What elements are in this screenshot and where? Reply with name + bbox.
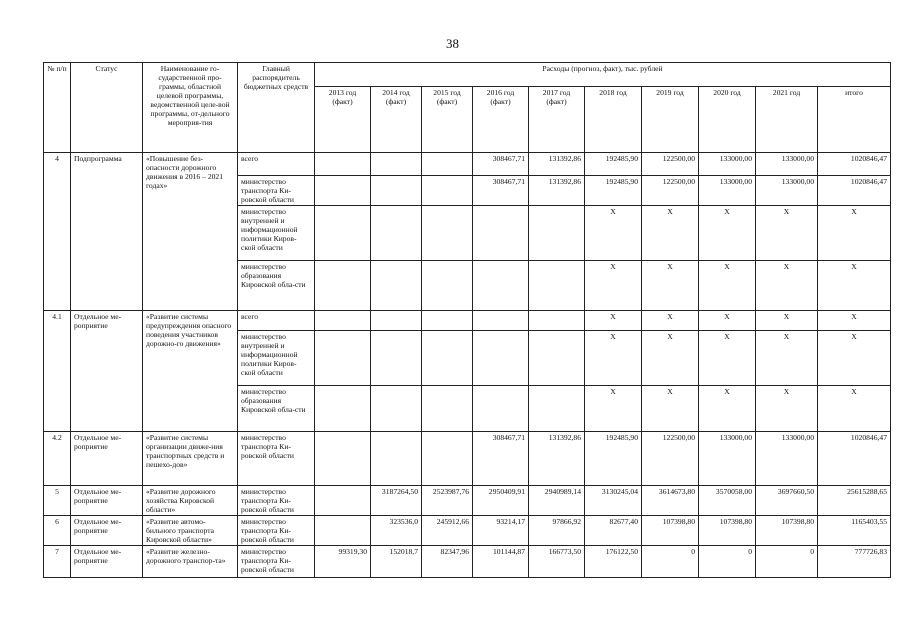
- row-value: 1020846,47: [818, 153, 891, 176]
- row-num: 4: [44, 153, 71, 311]
- row-name: «Развитие системы предупреждения опасного поведения участников дорожно-го движения»: [143, 311, 238, 432]
- row-value: X: [642, 261, 699, 311]
- row-status: Отдельное ме-роприятие: [71, 516, 143, 546]
- row-status: Отдельное ме-роприятие: [71, 311, 143, 432]
- row-value: X: [818, 206, 891, 261]
- page-number: 38: [446, 36, 459, 51]
- row-executor: всего: [238, 311, 315, 331]
- row-value: X: [642, 206, 699, 261]
- row-value: 133000,00: [756, 176, 818, 206]
- row-value: 107398,80: [699, 516, 756, 546]
- row-name: «Повышение без-опасности дорожного движения в 2016 – 2021 годах»: [143, 153, 238, 311]
- row-value: 107398,80: [756, 516, 818, 546]
- row-value: [529, 386, 585, 432]
- row-name: «Развитие системы организации движе-ния транспортных средств и пешехо-дов»: [143, 432, 238, 486]
- row-value: 122500,00: [642, 432, 699, 486]
- row-value: X: [642, 311, 699, 331]
- row-value: [315, 331, 371, 386]
- row-value: X: [818, 311, 891, 331]
- row-value: [529, 311, 585, 331]
- table-row: [44, 486, 891, 516]
- row-num: 7: [44, 546, 71, 578]
- row-num: 5: [44, 486, 71, 516]
- header-year: 2013 год (факт): [315, 87, 371, 153]
- row-name: «Развитие железно-дорожного транспор-та»: [143, 546, 238, 578]
- table-row: [44, 311, 891, 331]
- row-value: [371, 432, 422, 486]
- header-executor: Главный распорядитель бюджетных средств: [238, 63, 315, 153]
- row-value: 122500,00: [642, 153, 699, 176]
- row-value: [315, 261, 371, 311]
- row-value: [371, 206, 422, 261]
- table-row: [44, 516, 891, 546]
- row-value: [422, 386, 473, 432]
- header-year: 2017 год (факт): [529, 87, 585, 153]
- row-value: X: [699, 311, 756, 331]
- row-value: 3614673,80: [642, 486, 699, 516]
- header-year: 2021 год: [756, 87, 818, 153]
- row-status: Отдельное ме-роприятие: [71, 432, 143, 486]
- row-value: X: [699, 331, 756, 386]
- row-value: [422, 331, 473, 386]
- row-value: [315, 206, 371, 261]
- header-year: 2019 год: [642, 87, 699, 153]
- row-value: 0: [642, 546, 699, 578]
- row-value: [422, 176, 473, 206]
- row-value: 133000,00: [756, 153, 818, 176]
- row-value: [529, 261, 585, 311]
- table-body: [44, 153, 891, 578]
- row-value: [315, 486, 371, 516]
- row-value: X: [756, 386, 818, 432]
- row-executor: министерство внутренней и информационной политики Киров-ской области: [238, 331, 315, 386]
- row-value: 2523987,76: [422, 486, 473, 516]
- row-value: [315, 176, 371, 206]
- row-value: 0: [756, 546, 818, 578]
- budget-table: [43, 62, 891, 578]
- row-value: 93214,17: [473, 516, 529, 546]
- row-value: 0: [699, 546, 756, 578]
- row-value: 2940989,14: [529, 486, 585, 516]
- row-value: 192485,90: [585, 176, 642, 206]
- row-value: [371, 331, 422, 386]
- row-value: 2950409,91: [473, 486, 529, 516]
- header-year: 2020 год: [699, 87, 756, 153]
- row-value: 245912,66: [422, 516, 473, 546]
- row-value: [422, 432, 473, 486]
- row-value: 1020846,47: [818, 432, 891, 486]
- row-executor: министерство транспорта Ки-ровской области: [238, 516, 315, 546]
- row-value: 308467,71: [473, 153, 529, 176]
- row-name: «Развитие автомо-бильного транспорта Кировской области»: [143, 516, 238, 546]
- row-value: [473, 331, 529, 386]
- row-value: [529, 331, 585, 386]
- row-value: X: [756, 331, 818, 386]
- row-value: 97866,92: [529, 516, 585, 546]
- row-value: 777726,83: [818, 546, 891, 578]
- row-value: [473, 311, 529, 331]
- row-value: 1020846,47: [818, 176, 891, 206]
- row-value: 131392,86: [529, 432, 585, 486]
- row-num: 4.1: [44, 311, 71, 432]
- row-value: X: [699, 261, 756, 311]
- row-value: 192485,90: [585, 153, 642, 176]
- row-value: X: [642, 331, 699, 386]
- row-value: X: [818, 331, 891, 386]
- header-year: 2014 год (факт): [371, 87, 422, 153]
- row-value: [422, 153, 473, 176]
- row-value: [371, 311, 422, 331]
- row-value: 308467,71: [473, 432, 529, 486]
- row-executor: министерство внутренней и информационной политики Киров-ской области: [238, 206, 315, 261]
- row-value: 3697660,50: [756, 486, 818, 516]
- row-value: 176122,50: [585, 546, 642, 578]
- row-value: 133000,00: [699, 432, 756, 486]
- row-num: 6: [44, 516, 71, 546]
- row-value: X: [699, 386, 756, 432]
- row-value: 308467,71: [473, 176, 529, 206]
- row-executor: министерство образования Кировской обла-сти: [238, 386, 315, 432]
- row-value: [315, 386, 371, 432]
- row-value: [422, 261, 473, 311]
- row-executor: министерство транспорта Ки-ровской области: [238, 176, 315, 206]
- row-value: X: [818, 386, 891, 432]
- row-value: [371, 153, 422, 176]
- table-row: [44, 432, 891, 486]
- row-value: [371, 386, 422, 432]
- row-value: [473, 386, 529, 432]
- row-value: [315, 432, 371, 486]
- header-num: № п/п: [44, 63, 71, 153]
- row-value: X: [818, 261, 891, 311]
- row-value: X: [699, 206, 756, 261]
- row-value: 133000,00: [699, 153, 756, 176]
- row-value: 166773,50: [529, 546, 585, 578]
- row-value: 82347,96: [422, 546, 473, 578]
- row-value: 101144,87: [473, 546, 529, 578]
- table-row: [44, 546, 891, 578]
- row-value: 107398,80: [642, 516, 699, 546]
- row-num: 4.2: [44, 432, 71, 486]
- row-value: 131392,86: [529, 176, 585, 206]
- row-status: Подпрограмма: [71, 153, 143, 311]
- header-total: итого: [818, 87, 891, 153]
- row-value: [315, 516, 371, 546]
- header-year: 2015 год (факт): [422, 87, 473, 153]
- row-executor: министерство транспорта Ки-ровской области: [238, 486, 315, 516]
- row-executor: министерство образования Кировской обла-сти: [238, 261, 315, 311]
- row-value: 192485,90: [585, 432, 642, 486]
- row-value: 152018,7: [371, 546, 422, 578]
- row-value: X: [585, 206, 642, 261]
- row-value: 133000,00: [756, 432, 818, 486]
- table-row: [44, 153, 891, 176]
- row-executor: министерство транспорта Ки-ровской области: [238, 432, 315, 486]
- row-value: [422, 206, 473, 261]
- row-value: X: [642, 386, 699, 432]
- header-year: 2018 год: [585, 87, 642, 153]
- row-value: 3570058,00: [699, 486, 756, 516]
- row-value: 133000,00: [699, 176, 756, 206]
- row-value: 131392,86: [529, 153, 585, 176]
- row-status: Отдельное ме-роприятие: [71, 546, 143, 578]
- row-value: X: [756, 311, 818, 331]
- row-name: «Развитие дорожного хозяйства Кировской области»: [143, 486, 238, 516]
- row-value: X: [756, 261, 818, 311]
- row-value: [422, 311, 473, 331]
- row-value: 82677,40: [585, 516, 642, 546]
- header-year: 2016 год (факт): [473, 87, 529, 153]
- row-executor: всего: [238, 153, 315, 176]
- row-value: X: [756, 206, 818, 261]
- row-value: X: [585, 331, 642, 386]
- row-value: 3130245,04: [585, 486, 642, 516]
- row-value: [371, 176, 422, 206]
- row-value: 122500,00: [642, 176, 699, 206]
- row-value: X: [585, 261, 642, 311]
- row-status: Отдельное ме-роприятие: [71, 486, 143, 516]
- row-value: X: [585, 386, 642, 432]
- row-value: [529, 206, 585, 261]
- row-value: 25615288,65: [818, 486, 891, 516]
- header-expenses: Расходы (прогноз, факт), тыс. рублей: [315, 63, 891, 87]
- header-status: Статус: [71, 63, 143, 153]
- row-value: [473, 261, 529, 311]
- row-value: [315, 153, 371, 176]
- row-value: X: [585, 311, 642, 331]
- row-value: 1165403,55: [818, 516, 891, 546]
- header-name: Наименование го-сударственной про-граммы, областной целевой программы, ведомственной целе-вой программы, от-дельного мероприя-тия: [143, 63, 238, 153]
- row-value: 99319,30: [315, 546, 371, 578]
- row-value: [473, 206, 529, 261]
- row-value: 3187264,50: [371, 486, 422, 516]
- row-value: [371, 261, 422, 311]
- row-executor: министерство транспорта Ки-ровской области: [238, 546, 315, 578]
- row-value: 323536,0: [371, 516, 422, 546]
- row-value: [315, 311, 371, 331]
